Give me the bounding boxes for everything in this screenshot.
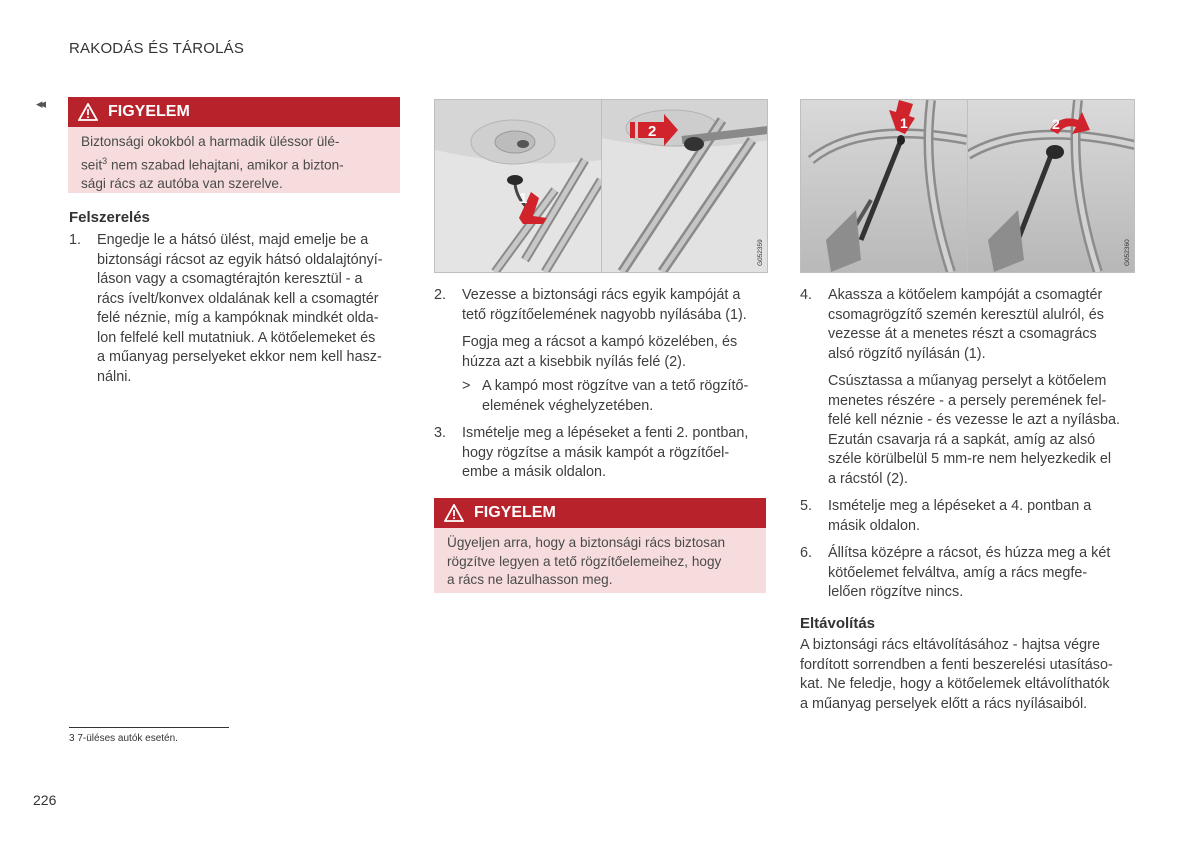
warning-text xyxy=(434,528,766,598)
step-4-detail xyxy=(828,372,1120,489)
warning-text xyxy=(68,127,400,201)
text-line: Akassza a kötőelem kampóját a csomagtér xyxy=(828,287,1103,303)
illustration-panel-left xyxy=(801,100,967,272)
back-arrows-icon[interactable]: ◂◂ xyxy=(36,96,44,111)
text-line: lelően rögzítve nincs. xyxy=(828,584,964,600)
step-number: 1. xyxy=(69,232,82,248)
step-number: 2. xyxy=(434,287,447,303)
warning-line: Ügyeljen arra, hogy a biztonsági rács biztosan xyxy=(447,535,726,550)
warning-line: rögzítve legyen a tető rögzítőelemeihez, hogy xyxy=(447,553,722,569)
text-line: elemének véghelyzetében. xyxy=(482,397,654,414)
roof-anchor-slide-drawing xyxy=(602,100,768,272)
warning-text-fragment: seit xyxy=(81,157,103,173)
text-line: alsó rögzítő nyílásán (1). xyxy=(828,345,986,362)
text-line: Fogja meg a rácsot a kampó közelében, és xyxy=(462,334,738,350)
warning-line xyxy=(81,152,388,175)
text-line: Állítsa középre a rácsot, és húzza meg a két xyxy=(828,545,1111,561)
text-line: húzza azt a kisebbik nyílás felé (2). xyxy=(462,353,686,370)
warning-title: FIGYELEM xyxy=(108,103,190,120)
step-number: 3. xyxy=(434,425,447,441)
text-line: vezesse át a menetes részt a csomagrács xyxy=(828,326,1097,342)
roof-anchor-drawing xyxy=(435,100,601,272)
warning-line: a rács ne lazulhasson meg. xyxy=(447,572,613,587)
removal-text xyxy=(800,636,1113,714)
figure-marker-1: 1 xyxy=(519,190,528,207)
figure-marker-1: 1 xyxy=(900,115,908,131)
text-line: felé néznie, míg a kampóknak mindkét olda- xyxy=(97,310,379,326)
illustration-panel-left xyxy=(435,100,601,272)
warning-text-fragment: nem szabad lehajtani, amikor a bizton- xyxy=(107,157,344,173)
page-header: RAKODÁS ÉS TÁROLÁS xyxy=(69,40,245,57)
warning-header xyxy=(68,97,400,127)
footnote-ref[interactable]: 3 xyxy=(102,155,108,166)
text-line: széle körülbelül 5 mm-re nem helyezkedik el xyxy=(828,451,1112,467)
removal-heading: Eltávolítás xyxy=(800,615,876,632)
tie-down-hook-drawing xyxy=(801,100,967,272)
figure-code: G052360 xyxy=(1124,239,1131,266)
step-2-result xyxy=(462,377,748,416)
step-text xyxy=(828,497,1091,536)
warning-triangle-icon xyxy=(78,103,98,121)
figure-code: G052359 xyxy=(757,239,764,266)
text-line: a rácstól (2). xyxy=(828,470,908,487)
figure-marker-2: 2 xyxy=(648,123,657,140)
tie-down-illustration xyxy=(800,99,1135,273)
warning-line: Biztonsági okokból a harmadik üléssor ülé- xyxy=(81,134,340,149)
text-line: biztonsági rácsot az egyik hátsó oldalajtónyí- xyxy=(97,251,383,268)
step-number: 6. xyxy=(800,545,813,561)
text-line: kat. Ne feledje, hogy a kötőelemek eltávolíthatók xyxy=(800,676,1110,692)
warning-header xyxy=(434,498,766,528)
text-line: a műanyag perselyek előtt a rács nyílásaiból. xyxy=(800,695,1088,712)
text-line: Ismételje meg a lépéseket a fenti 2. pontban, xyxy=(462,425,749,441)
step-number: 5. xyxy=(800,498,813,514)
result-text xyxy=(482,377,748,416)
text-line: rács ívelt/konvex oldalának kell a csomagtér xyxy=(97,290,379,307)
text-line: a műanyag perselyeket ekkor nem kell hasz- xyxy=(97,349,382,365)
step-number: 4. xyxy=(800,287,813,303)
text-line: embe a másik oldalon. xyxy=(462,464,606,480)
result-marker: > xyxy=(462,378,471,394)
step-text xyxy=(97,231,383,387)
text-line: A biztonsági rács eltávolításához - hajtsa végre xyxy=(800,637,1100,653)
roof-hook-illustration xyxy=(434,99,768,273)
text-line: felé kell néznie - és vezesse le azt a nyílásba. xyxy=(828,412,1120,428)
step-text xyxy=(828,544,1110,603)
text-line: Vezesse a biztonsági rács egyik kampóját a xyxy=(462,287,741,303)
warning-triangle-icon xyxy=(444,504,464,522)
text-line: láson vagy a csomagtérajtón keresztül - a xyxy=(97,271,363,287)
step-text xyxy=(462,286,747,325)
warning-title: FIGYELEM xyxy=(474,504,556,521)
warning-box-2 xyxy=(434,498,766,593)
text-line: Csúsztassa a műanyag perselyt a kötőelem xyxy=(828,373,1107,389)
text-line: Ismételje meg a lépéseket a 4. pontban a xyxy=(828,498,1092,514)
text-line: fordított sorrendben a fenti beszerelési utasításo- xyxy=(800,656,1113,673)
text-line: nálni. xyxy=(97,368,132,385)
illustration-panel-right xyxy=(601,100,768,272)
warning-box-1 xyxy=(68,97,400,193)
text-line: lon felfelé kell mutatniuk. A kötőelemeket és xyxy=(97,329,376,346)
text-line: Ezután csavarja rá a sapkát, amíg az alsó xyxy=(828,431,1096,448)
text-line: menetes részére - a persely peremének fel- xyxy=(828,392,1107,409)
step-2-detail xyxy=(462,333,737,372)
installation-heading: Felszerelés xyxy=(69,209,150,226)
text-line: csomagrögzítő szemén keresztül alulról, és xyxy=(828,306,1104,323)
footnote: 3 7-üléses autók esetén. xyxy=(69,733,178,744)
text-line: tető rögzítőelemének nagyobb nyílásába (1). xyxy=(462,306,747,323)
page-number: 226 xyxy=(33,792,57,808)
text-line: másik oldalon. xyxy=(828,517,920,534)
warning-line: sági rács az autóba van szerelve. xyxy=(81,175,283,191)
text-line: A kampó most rögzítve van a tető rögzítő- xyxy=(482,378,749,394)
figure-marker-2: 2 xyxy=(1052,116,1060,132)
footnote-divider xyxy=(69,727,229,728)
text-line: kötőelemet felváltva, amíg a rács megfe- xyxy=(828,564,1088,581)
step-text xyxy=(828,286,1104,364)
text-line: Engedje le a hátsó ülést, majd emelje be a xyxy=(97,232,369,248)
illustration-panel-right xyxy=(967,100,1135,272)
text-line: hogy rögzítse a másik kampót a rögzítőel- xyxy=(462,444,730,461)
step-text xyxy=(462,424,748,483)
